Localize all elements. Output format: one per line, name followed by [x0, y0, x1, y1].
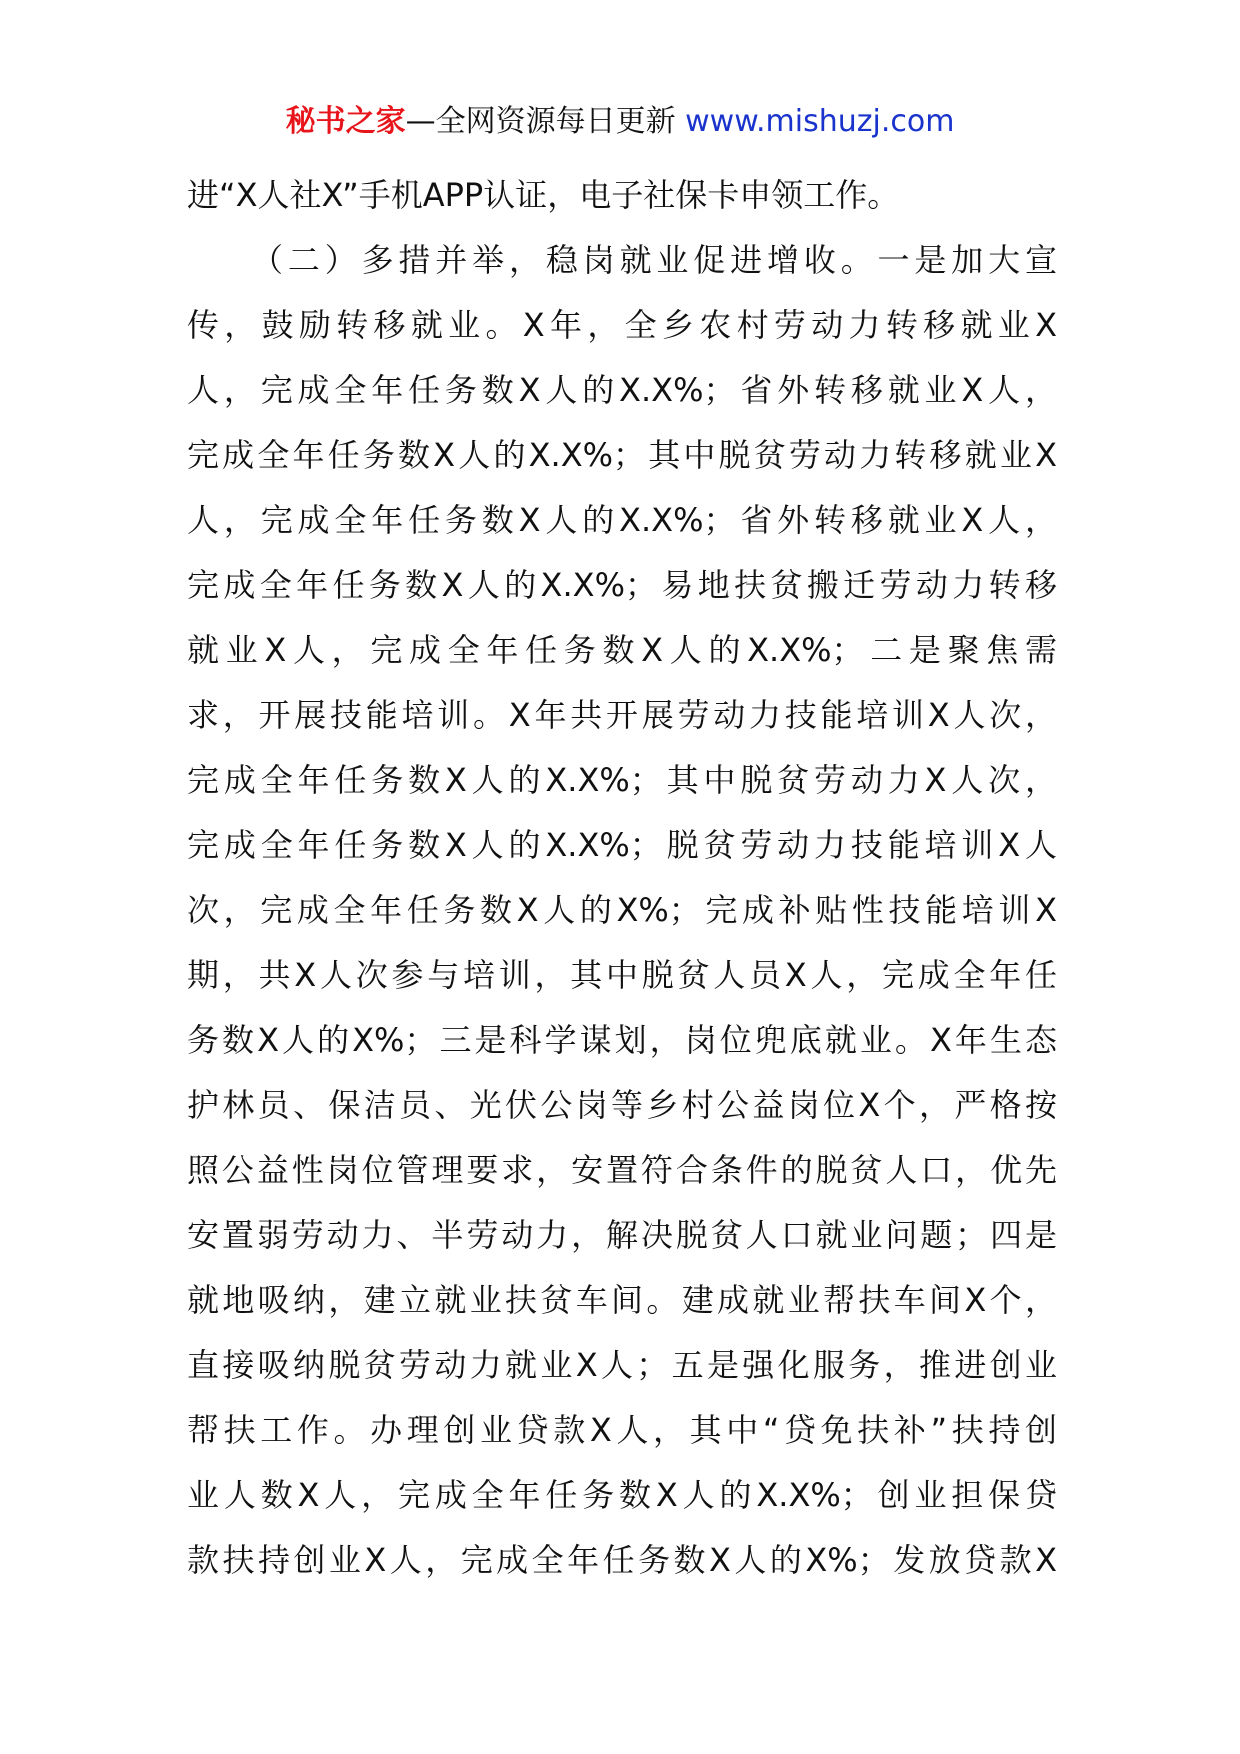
text-line: 业人数X人，完成全年任务数X人的X.X%；创业担保贷: [187, 1476, 1057, 1514]
text-line: 完成全年任务数X人的X.X%；其中脱贫劳动力X人次，: [187, 761, 1057, 799]
text-line: 照公益性岗位管理要求，安置符合条件的脱贫人口，优先: [187, 1151, 1057, 1189]
site-url[interactable]: www.mishuzj.com: [685, 104, 955, 139]
text-line: 期，共X人次参与培训，其中脱贫人员X人，完成全年任: [187, 956, 1057, 994]
site-header: [0, 100, 1240, 144]
text-line: 完成全年任务数X人的X.X%；易地扶贫搬迁劳动力转移: [187, 566, 1057, 604]
text-line: 直接吸纳脱贫劳动力就业X人；五是强化服务，推进创业: [187, 1346, 1057, 1384]
text-line: 人，完成全年任务数X人的X.X%；省外转移就业X人，: [187, 501, 1057, 539]
header-tagline: —全网资源每日更新: [405, 104, 676, 139]
text-line: 完成全年任务数X人的X.X%；脱贫劳动力技能培训X人: [187, 826, 1057, 864]
text-line: 完成全年任务数X人的X.X%；其中脱贫劳动力转移就业X: [187, 436, 1057, 474]
text-line: 帮扶工作。办理创业贷款X人，其中“贷免扶补”扶持创: [187, 1411, 1057, 1449]
document-body: [187, 163, 1057, 1593]
text-line: 款扶持创业X人，完成全年任务数X人的X%；发放贷款X: [187, 1541, 1057, 1579]
text-line: 安置弱劳动力、半劳动力，解决脱贫人口就业问题；四是: [187, 1216, 1057, 1254]
text-line: 求，开展技能培训。X年共开展劳动力技能培训X人次，: [187, 696, 1057, 734]
text-line: 人，完成全年任务数X人的X.X%；省外转移就业X人，: [187, 371, 1057, 409]
brand-name: 秘书之家: [285, 104, 406, 139]
text-line: 就地吸纳，建立就业扶贫车间。建成就业帮扶车间X个，: [187, 1281, 1057, 1319]
text-line: 传，鼓励转移就业。X年，全乡农村劳动力转移就业X: [187, 306, 1057, 344]
text-line: 务数X人的X%；三是科学谋划，岗位兜底就业。X年生态: [187, 1021, 1057, 1059]
text-line: （二）多措并举，稳岗就业促进增收。一是加大宣: [251, 241, 1057, 279]
text-line: 护林员、保洁员、光伏公岗等乡村公益岗位X个，严格按: [187, 1086, 1057, 1124]
text-line: 次，完成全年任务数X人的X%；完成补贴性技能培训X: [187, 891, 1057, 929]
text-line: 进“X人社X”手机APP认证，电子社保卡申领工作。: [187, 176, 900, 214]
text-line: 就业X人，完成全年任务数X人的X.X%；二是聚焦需: [187, 631, 1057, 669]
